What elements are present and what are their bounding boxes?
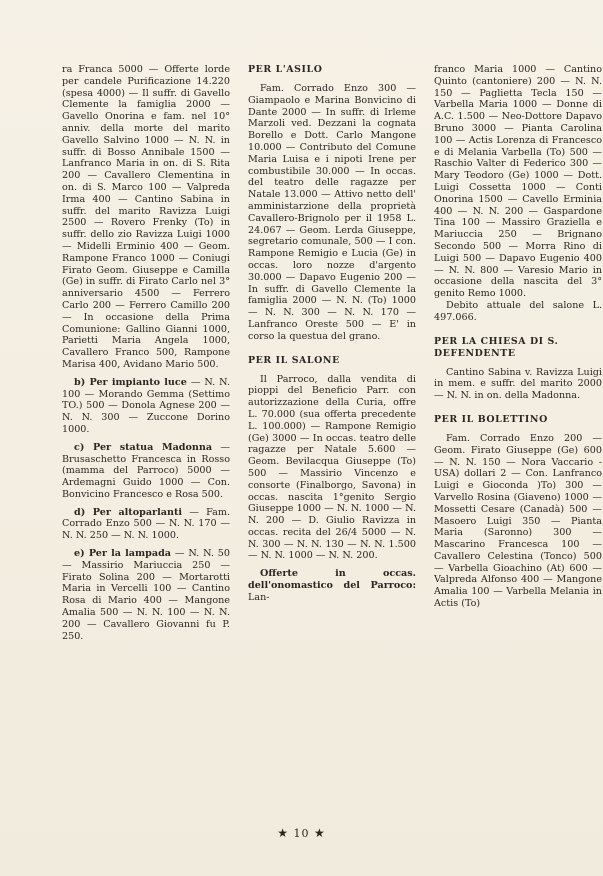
salone-text: Il Parroco, dalla vendita di pioppi del Beneficio Parr. con autorizzazione della Curia, offre L. 70.000 (sua offerta precedente L. 100.000) — Rampone Remigio (Ge) 3000 — In occas. teatro delle ragazze per Natale 5.600 — Geom. Bevilacqua Giuseppe (To) 500 — Massirio Vincenzo e consorte (Finalborgo, Savona) in occas. nascita 1°genito Sergio Giuseppe 1000 — N. N. 1000 — N. N. 200 — D. Giulio Ravizza in occas. recita del 26/4 5000 — N. N. 300 — N. N. 130 — N. N. 1.500 — N. N. 1000 — N. N. 200. xyxy=(248,373,416,562)
section-heading: e) Per la lampada xyxy=(74,548,171,560)
heading-chiesa: PER LA CHIESA DI S. DEFENDENTE xyxy=(434,335,559,359)
column-3 xyxy=(434,64,602,836)
section-heading: b) Per impianto luce xyxy=(74,376,187,388)
onomastico-text: Offerte in occas. dell'onomastico del Parroco: Lan- xyxy=(248,568,416,603)
text-columns xyxy=(62,64,602,836)
page-number: 10 xyxy=(293,827,310,840)
page-footer xyxy=(0,826,603,840)
bolettino-text: Fam. Corrado Enzo 200 — Geom. Firato Giuseppe (Ge) 600 — N. N. 150 — Nora Vaccario -USA) dollari 2 — Con. Lanfranco Luigi e Gioconda )To) 300 — Varvello Rosina (Giaveno) 1000 — Mossetti Cesare (Canadà) 500 — Masoero Luigi 350 — Pianta Maria (Saronno) 300 — Mascarino Francesca 100 — Cavallero Celestina (Tonco) 500 — Varbella Gioachino (At) 600 — Valpreda Alfonso 400 — Mangone Amalia 100 — Varbella Melania in Actis (To) xyxy=(434,432,602,610)
onomastico-continued: franco Maria 1000 — Cantino Quinto (cantoniere) 200 — N. N. 150 — Paglietta Tecla 150 — Varbella Maria 1000 — Donne di A.C. 1.500 — Neo-Dottore Dapavo Bruno 3000 — Pianta Carolina 100 — Actis Lorenza di Francesco e di Melania Varbella (To) 500 — Raschio Valter di Federico 300 — Mary Teodoro (Ge) 1000 — Dott. Luigi Cossetta 1000 — Conti Onorina 1500 — Cavello Erminia 400 — N. N. 200 — Gaspardone Tina 100 — Massiro Graziella e Mariuccia 250 — Brignano Secondo 500 — Morra Rino di Luigi 500 — Dapavo Eugenio 400 — N. N. 800 — Varesio Mario in occasione della nascita del 3° genito Remo 1000. xyxy=(434,64,602,300)
section-statua-madonna: c) Per statua Madonna — Brusaschetto Francesca in Rosso (mamma del Parroco) 5000 — Ardemagni Guido 1000 — Con. Bonvicino Francesco e Rosa 500. xyxy=(62,441,230,500)
heading-salone: PER IL SALONE xyxy=(248,354,340,366)
heading-asilo: PER L'ASILO xyxy=(248,64,323,75)
star-icon: ★ xyxy=(314,826,326,840)
section-heading: c) Per statua Madonna xyxy=(74,441,213,453)
offerings-list: ra Franca 5000 — Offerte lorde per candele Purificazione 14.220 (spesa 4000) — Il suffr. di Gavello Clemente la famiglia 2000 — Gavello Onorina e fam. nel 10° anniv. della morte del marito Gavello Salvino 1000 — N. N. in suffr. di Bosso Annibale 1500 — Lanfranco Maria in on. di S. Rita 200 — Cavallero Clementina in on. di S. Marco 100 — Valpreda Irma 400 — Cantino Sabina in suffr. del marito Ravizza Luigi 2500 — Rovero Frenky (To) in suffr. dello zio Ravizza Luigi 1000 — Midelli Erminio 400 — Geom. Rampone Franco 1000 — Coniugi Firato Geom. Giuseppe e Camilla (Ge) in suffr. di Firato Carlo nel 3° anniversario 4500 — Ferrero Carlo 200 — Ferrero Camillo 200 — In occasione della Prima Comunione: Gallino Gianni 1000, Parietti Maria Angela 1000, Cavallero Franco 500, Rampone Marisa 400, Avidano Mario 500. xyxy=(62,64,230,370)
column-2 xyxy=(248,64,416,836)
debito-salone: Debito attuale del salone L. 497.066. xyxy=(434,299,602,323)
heading-bolettino: PER IL BOLETTINO xyxy=(434,413,548,425)
section-lampada: e) Per la lampada — N. N. 50 — Massirio Mariuccia 250 — Firato Solina 200 — Mortarotti Maria in Vercelli 100 — Cantino Rosa di Mario 400 — Mangone Amalia 500 — N. N. 100 — N. N. 200 — Cavallero Giovanni fu P. 250. xyxy=(62,548,230,642)
onomastico-heading: Offerte in occas. dell'onomastico del Parroco: xyxy=(248,568,416,592)
column-1 xyxy=(62,64,230,836)
section-heading: d) Per altoparlanti xyxy=(74,506,183,518)
section-impianto-luce: b) Per impianto luce — N. N. 100 — Morando Gemma (Settimo TO.) 500 — Donola Agnese 200 — N. N. 300 — Zuccone Dorino 1000. xyxy=(62,376,230,435)
star-icon: ★ xyxy=(277,826,289,840)
section-altoparlanti: d) Per altoparlanti — Fam. Corrado Enzo 500 — N. N. 170 — N. N. 250 — N. N. 1000. xyxy=(62,506,230,542)
asilo-text: Fam. Corrado Enzo 300 — Giampaolo e Marina Bonvicino di Dante 2000 — In suffr. di Irleme Marzoli ved. Dezzani la cognata Borello e Dott. Carlo Mangone 10.000 — Contributo del Comune Maria Luisa e i nipoti Irene per combustibile 30.000 — In occas. del teatro delle ragazze per Natale 13.000 — Attivo netto dell' amministarzione della proprietà Cavallero-Brignolo per il 1958 L. 24.067 — Geom. Lerda Giuseppe, segretario comunale, 500 — I con. Rampone Remigio e Lucia (Ge) in occas. loro nozze d'argento 30.000 — Dapavo Eugenio 200 — In suffr. di Gavello Clemente la famiglia 2000 — N. N. (To) 1000 — N. N. 300 — N. N. 170 — Lanfranco Oreste 500 — E' in corso la questua del grano. xyxy=(248,83,416,342)
chiesa-text: Cantino Sabina v. Ravizza Luigi in mem. e suffr. del marito 2000 — N. N. in on. della Madonna. xyxy=(434,366,602,402)
